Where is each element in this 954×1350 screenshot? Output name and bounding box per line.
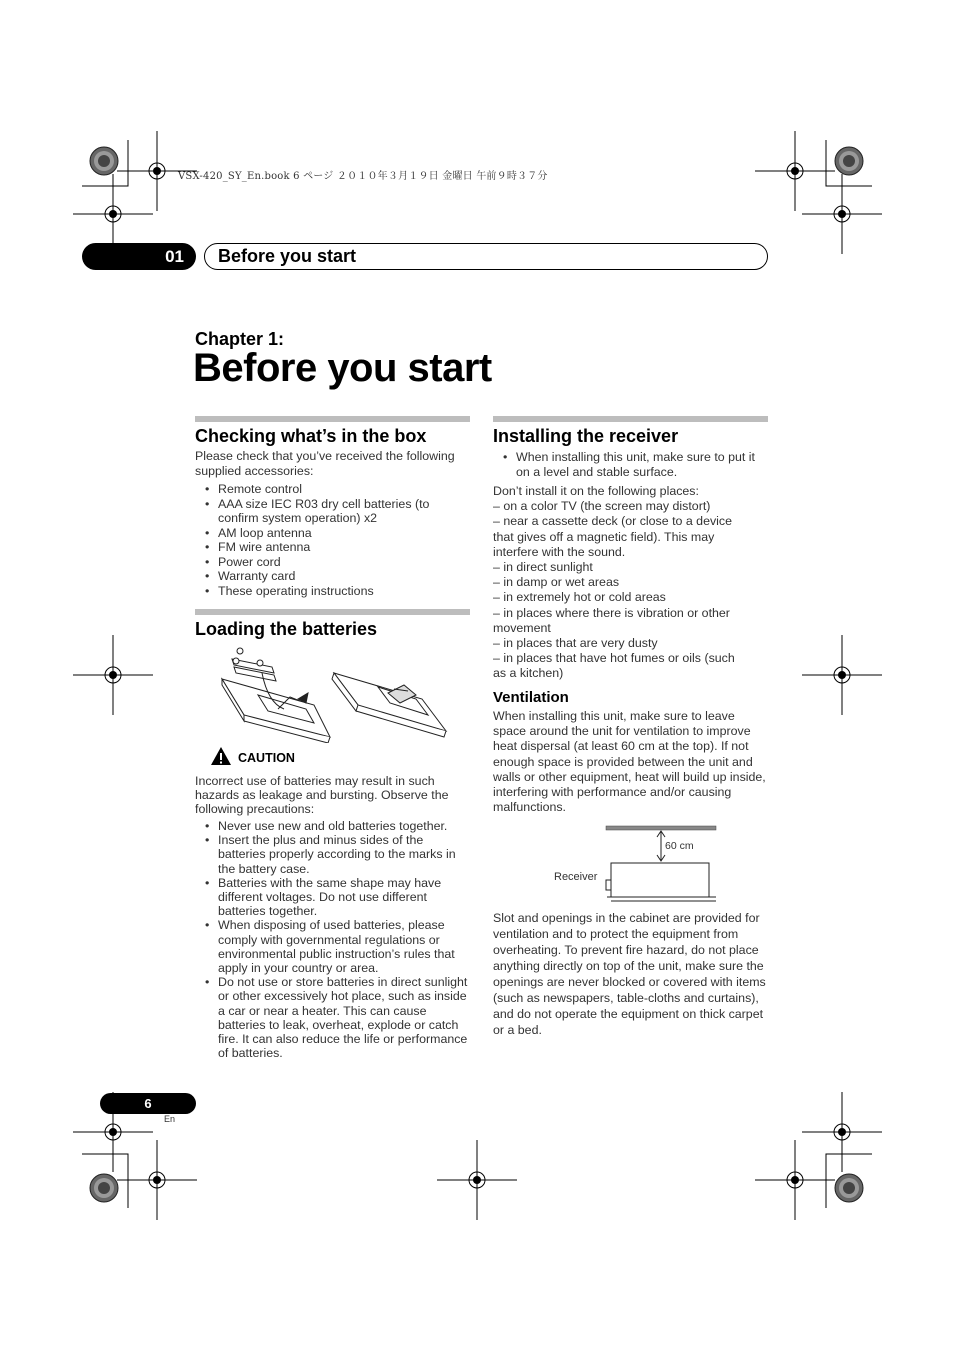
caution-label: CAUTION [238, 751, 295, 765]
color-target-icon [835, 147, 863, 175]
receiver-label: Receiver [554, 871, 598, 883]
ventilation-text: When installing this unit, make sure to leave space around the unit for ventilation to improve heat dispersal (at least 60 cm at the top). If not enough space is provided between the unit and walls or other equipment, heat will build up inside, interfering with performance and/or causing malfunctions. [493, 709, 766, 815]
accessory-list [195, 482, 471, 598]
batteries-section-heading: Loading the batteries [195, 619, 378, 639]
list-item: • These operating instructions [195, 584, 471, 599]
chapter-title: Before you start [193, 346, 492, 390]
text-line: Don’t install it on the following places: [493, 484, 699, 498]
section-divider [195, 416, 470, 422]
list-item: • Insert the plus and minus sides of the batteries properly according to the marks in the battery case. [195, 833, 471, 876]
text-line: that gives off a magnetic field). This may [493, 529, 715, 544]
install-section-heading: Installing the receiver [493, 426, 679, 446]
text-line: interfere with the sound. [493, 544, 626, 559]
battery-precautions-list [195, 819, 471, 1060]
list-item: • Never use new and old batteries together. [195, 819, 471, 833]
list-item: • When installing this unit, make sure to put it on a level and stable surface. [493, 450, 769, 480]
list-item: • Batteries with the same shape may have different voltages. Do not use different batteries together. [195, 876, 471, 919]
list-item: • Warranty card [195, 569, 471, 584]
list-item: • Power cord [195, 555, 471, 570]
text-line: – near a cassette deck (or close to a device [493, 514, 732, 529]
color-target-icon [835, 1174, 863, 1202]
list-item: • When disposing of used batteries, please comply with governmental regulations or environmental public instruction’s rules that apply in your country or area. [195, 918, 471, 975]
text-line: – in places where there is vibration or other [493, 605, 730, 620]
crop-mark-icon [117, 1140, 197, 1220]
receiver-unit [611, 863, 709, 897]
crop-mark-icon [802, 635, 882, 715]
box-section-heading: Checking what’s in the box [195, 426, 427, 446]
list-item: • Do not use or store batteries in direct sunlight or other excessively hot place, such as inside a car or near a heater. This can cause batteries to leak, overheat, explode or catch fire. It can also reduce the life or performance of batteries. [195, 975, 471, 1060]
battery-loading-illustration [218, 643, 450, 743]
caution-intro: Incorrect use of batteries may result in such hazards as leakage and bursting. Observe the following precautions: [195, 774, 449, 816]
warning-triangle-icon [210, 746, 232, 766]
crop-mark-icon [802, 1092, 882, 1172]
text-line: as a kitchen) [493, 666, 564, 681]
slots-text: Slot and openings in the cabinet are provided for ventilation and to protect the equipment from overheating. To prevent fire hazard, do not place anything directly on top of the unit, make sure the openings are never blocked or covered with items (such as newspapers, table-cloths and curtains), and do not operate the equipment on thick carpet or a bed. [493, 911, 766, 1037]
crop-mark-icon [117, 131, 197, 211]
box-section-intro: Please check that you’ve received the following supplied accessories: [195, 449, 455, 478]
color-target-icon [90, 1174, 118, 1202]
shelf-above [606, 826, 716, 830]
ventilation-diagram [548, 822, 720, 904]
list-item: • FM wire antenna [195, 540, 471, 555]
text-line: – in places that have hot fumes or oils (such [493, 651, 735, 666]
section-divider [195, 609, 470, 615]
text-line: – in direct sunlight [493, 560, 593, 575]
ventilation-heading: Ventilation [493, 689, 569, 706]
gap-label: 60 cm [665, 840, 694, 852]
text-line: movement [493, 620, 551, 635]
text-line: – in damp or wet areas [493, 575, 620, 590]
crop-mark-icon [73, 635, 153, 715]
install-list [493, 450, 769, 480]
crop-mark-icon [437, 1140, 517, 1220]
section-divider [493, 416, 768, 422]
list-item: • AAA size IEC R03 dry cell batteries (to confirm system operation) x2 [195, 497, 471, 526]
crop-mark-icon [755, 131, 835, 211]
crop-mark-icon [755, 1140, 835, 1220]
chapter-label: Chapter 1: [195, 329, 285, 349]
text-line: – on a color TV (the screen may distort) [493, 499, 711, 514]
chapter-number-tab: 01 [82, 243, 196, 270]
color-target-icon [90, 147, 118, 175]
running-header-title: Before you start [204, 243, 768, 270]
page-number: 6 [100, 1093, 196, 1114]
list-item: • AM loop antenna [195, 526, 471, 541]
print-header: VSX-420_SY_En.book 6 ページ ２０１０年３月１９日 金曜日 午前９時３７分 [178, 171, 548, 182]
page-language: En [164, 1114, 176, 1124]
text-line: – in extremely hot or cold areas [493, 590, 666, 605]
list-item: • Remote control [195, 482, 471, 497]
text-line: – in places that are very dusty [493, 636, 658, 651]
install-places-text [493, 484, 769, 682]
